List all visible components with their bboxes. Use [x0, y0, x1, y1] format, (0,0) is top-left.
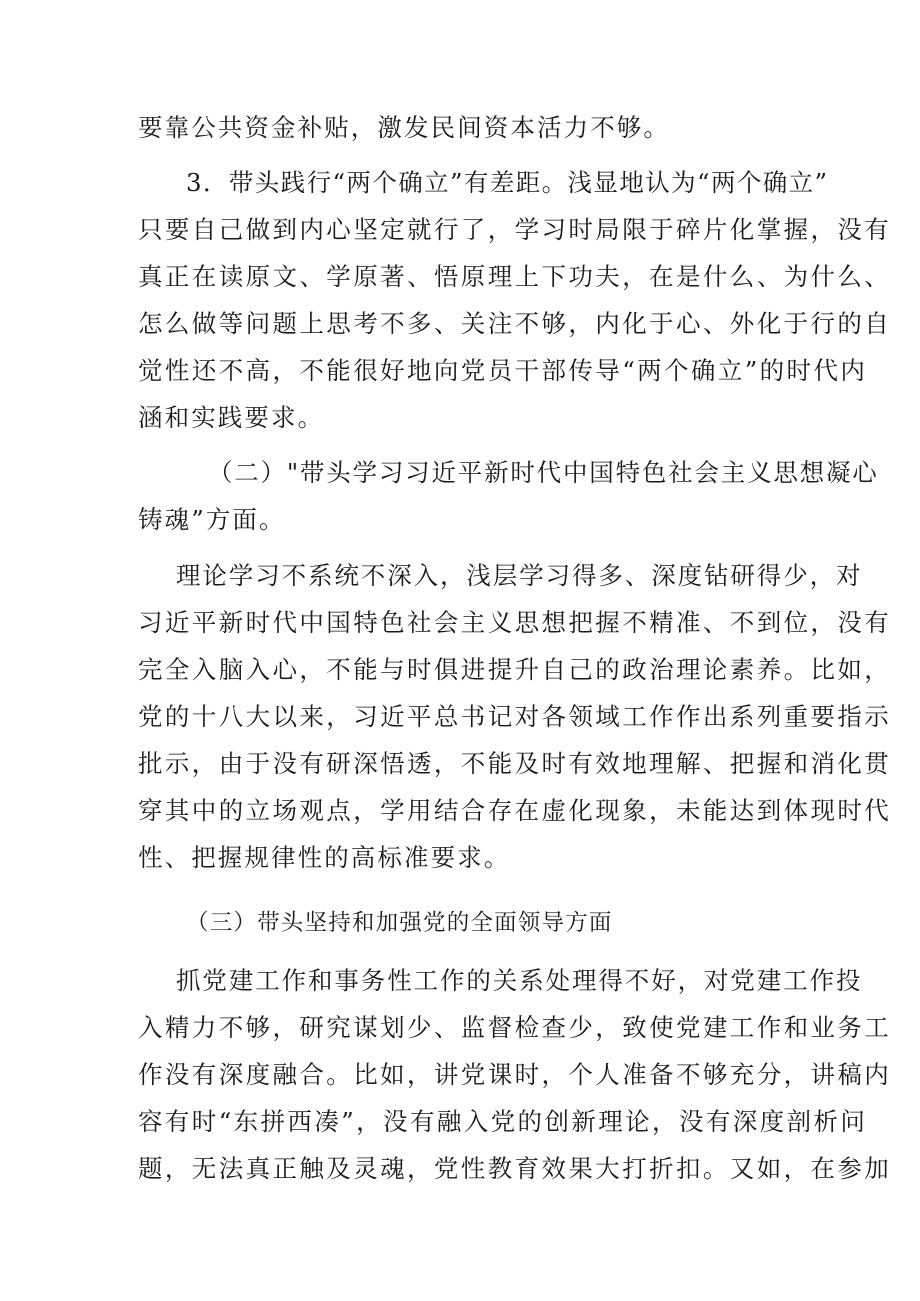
text-line: 抓党建工作和事务性工作的关系处理得不好，对党建工作投 — [176, 966, 863, 995]
text-line: 真正在读原文、学原著、悟原理上下功夫，在是什么、为什么、 — [138, 262, 892, 291]
text-line: 3．带头践行“两个确立”有差距。浅显地认为“两个确立” — [186, 168, 829, 197]
text-line: 怎么做等问题上思考不多、关注不够，内化于心、外化于行的自 — [138, 309, 892, 338]
text-line: 题，无法真正触及灵魂，党性教育效果大打折扣。又如，在参加 — [138, 1154, 892, 1183]
heading-line: （二）"带头学习习近平新时代中国特色社会主义思想凝心 — [208, 458, 879, 487]
text-line: 只要自己做到内心坚定就行了，学习时局限于碎片化掌握，没有 — [138, 215, 892, 244]
text-line: 性、把握规律性的高标准要求。 — [138, 843, 511, 872]
text-line: 穿其中的立场观点，学用结合存在虚化现象，未能达到体现时代 — [138, 796, 892, 825]
text-line: 党的十八大以来，习近平总书记对各领域工作作出系列重要指示 — [138, 702, 892, 731]
text-line: 理论学习不系统不深入，浅层学习得多、深度钻研得少，对 — [176, 561, 863, 590]
heading-line: （三）带头坚持和加强党的全面领导方面 — [186, 910, 613, 936]
text-line: 作没有深度融合。比如，讲党课时，个人准备不够充分，讲稿内 — [138, 1060, 892, 1089]
text-line: 觉性还不高，不能很好地向党员干部传导“两个确立”的时代内 — [138, 356, 868, 385]
text-line: 要靠公共资金补贴，激发民间资本活力不够。 — [138, 113, 670, 142]
text-line: 涵和实践要求。 — [138, 403, 325, 432]
text-line: 容有时“东拼西凑”，没有融入党的创新理论，没有深度剖析问 — [138, 1107, 868, 1136]
text-line: 习近平新时代中国特色社会主义思想把握不精准、不到位，没有 — [138, 608, 892, 637]
text-line: 完全入脑入心，不能与时俱进提升自己的政治理论素养。比如， — [138, 655, 892, 684]
text-line: 入精力不够，研究谋划少、监督检查少，致使党建工作和业务工 — [138, 1013, 892, 1042]
heading-line: 铸魂”方面。 — [138, 505, 286, 534]
text-line: 批示，由于没有研深悟透，不能及时有效地理解、把握和消化贯 — [138, 749, 892, 778]
